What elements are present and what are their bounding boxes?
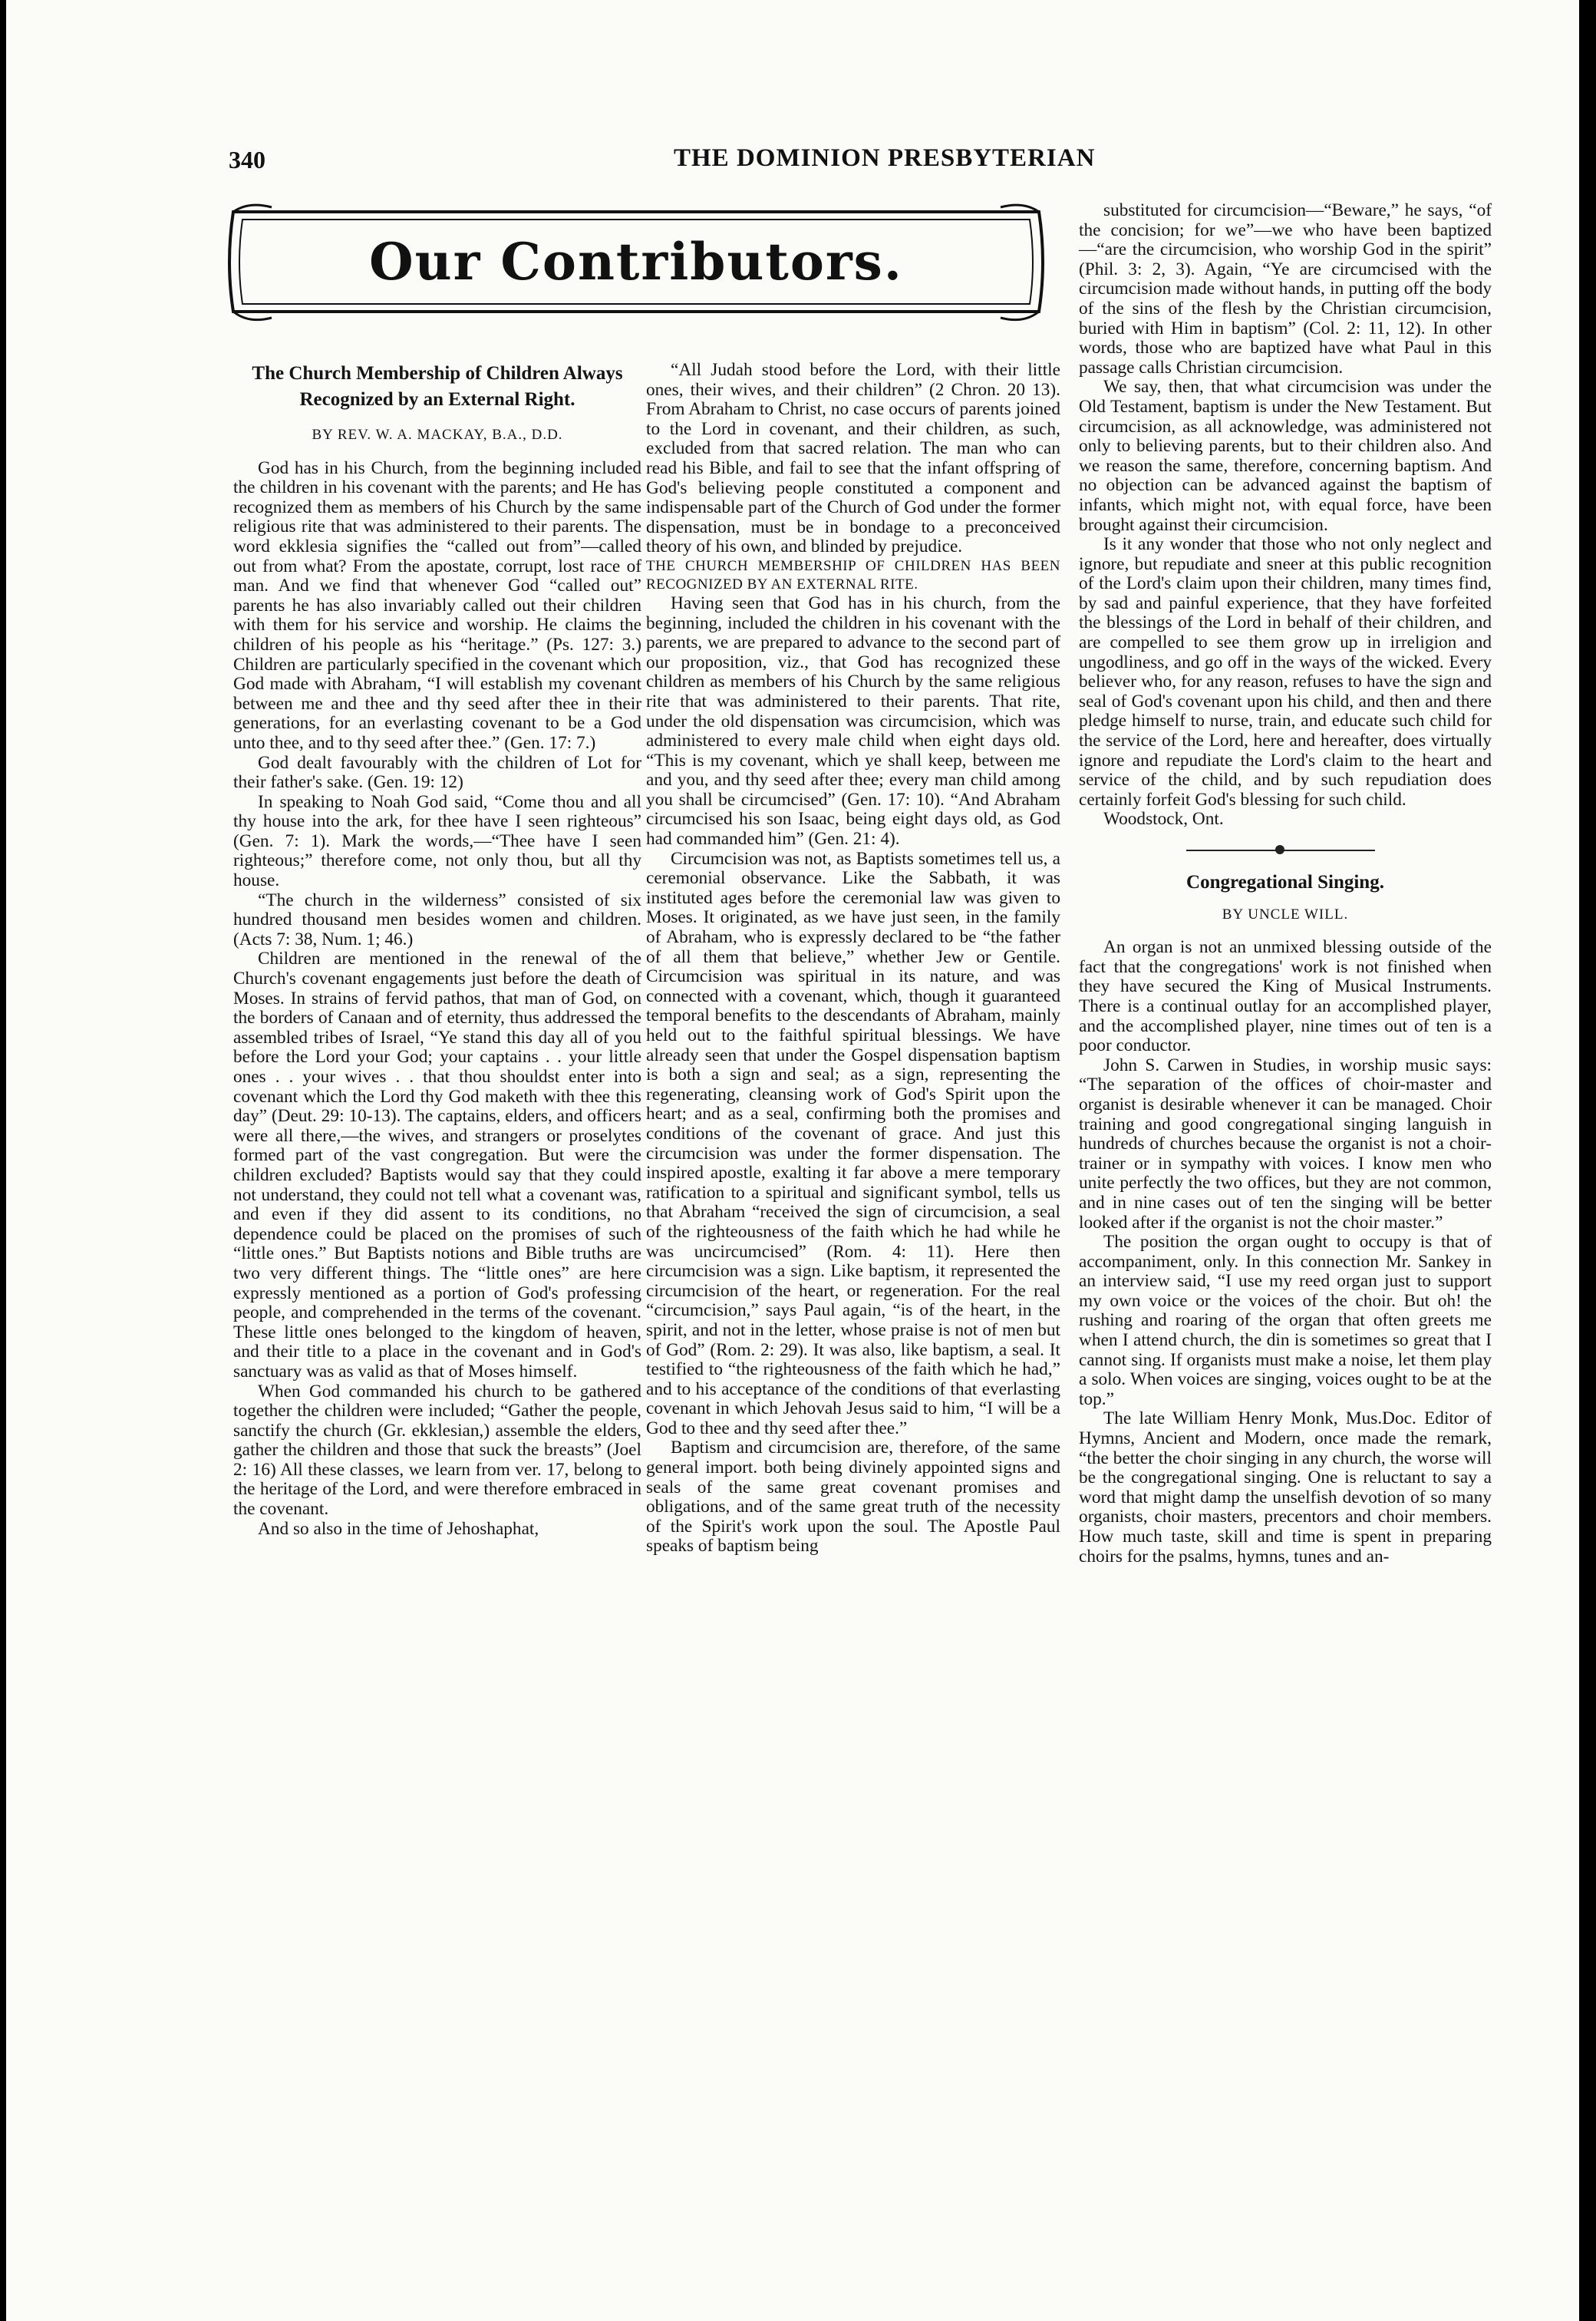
column-3 (1079, 201, 1492, 1567)
section-title: Our Contributors. (369, 232, 903, 292)
page-number: 340 (229, 146, 265, 173)
paragraph: Children are mentioned in the renewal of the Church's covenant engagements just before the death of Moses. In strains of fervid pathos, that man of God, on the borders of Canaan and of eternity, thus addressed the assembled tribes of Israel, “Ye stand this day all of you before the Lord your God; your captains . . your little ones . . your wives . . that thou shouldst enter into covenant which the Lord thy God maketh with thee this day” (Deut. 29: 10-13). The captains, elders, and officers were all there,—the wives, and strangers or proselytes formed part of the vast congregation. But were the children excluded? Baptists would say that they could not understand, they could not tell what a covenant was, and even if they did assent to its conditions, no dependence could be placed on the promises of such “little ones.” But Baptists notions and Bible truths are two very different things. The “little ones” are here expressly mentioned as a portion of God's professing people, and comprehended in the terms of the covenant. These little ones belonged to the kingdom of heaven, and their title to a place in the covenant and in God's sanctuary was as valid as that of Moses himself. (233, 949, 641, 1382)
article-byline: BY REV. W. A. MACKAY, B.A., D.D. (312, 427, 563, 443)
paragraph: God dealt favourably with the children of Lot for their father's sake. (Gen. 19: 12) (233, 752, 641, 793)
paragraph: God has in his Church, from the beginning included the children in his covenant with the parents; and He has recognized them as members of his Church by the same religious rite that was administered to their parents. The word ekklesia signifies the “called out from”—called out from what? From the apostate, corrupt, lost race of man. And we find that whenever God “called out” parents he has also invariably called out their children with them for his service and worship. He claims the children of his people as his “heritage.” (Ps. 127: 3.) Children are particularly specified in the covenant which God made with Abraham, “I will establish my covenant between me and thee and thy seed after thee in their generations, for an everlasting covenant to be a God unto thee, and to thy seed after thee.” (Gen. 17: 7.) (233, 457, 641, 753)
paragraph: Having seen that God has in his church, from the beginning, included the children in his covenant with the parents, we are prepared to advance to the second part of our proposition, viz., that God has recognized these children as members of his Church by the same religious rite that was administered to their parents. That rite, under the old dispensation was circumcision, which was administered to every male child when eight days old. “This is my covenant, which ye shall keep, between me and you, and thy seed after thee; every man child among you shall be circumcised” (Gen. 17: 10). “And Abraham circumcised his son Isaac, being eight days old, as God had commanded him” (Gen. 21: 4). (646, 593, 1060, 850)
article-place: Woodstock, Ont. (1103, 809, 1224, 830)
article-subhead: THE CHURCH MEMBERSHIP OF CHILDREN HAS BEEN RECOGNIZED BY AN EXTERNAL RITE. (646, 557, 1060, 593)
article-title: Congregational Singing. (1186, 872, 1384, 893)
paragraph: When God commanded his church to be gathered together the children were included; “Gather the people, sanctify the church (Gr. ekklesian,) assemble the elders, gather the children and those that suck the breasts” (Joel 2: 16) All these classes, we learn from ver. 17, belong to the heritage of the Lord, and were therefore embraced in the covenant. (233, 1381, 641, 1520)
paragraph: substituted for circumcision—“Beware,” he says, “of the concision; for we”—we who have been baptized—“are the circumcision, who worship God in the spirit” (Phil. 3: 2, 3). Again, “Ye are circumcised with the circumcision made without hands, in putting off the body of the sins of the flesh by the Christian circumcision, buried with Him in baptism” (Col. 2: 11, 12). In other words, those who are baptized have what Paul in this passage calls Christian circumcision. (1079, 200, 1492, 378)
article-byline: BY UNCLE WILL. (1222, 906, 1349, 923)
paragraph: The late William Henry Monk, Mus.Doc. Editor of Hymns, Ancient and Modern, once made the remark, “the better the choir singing in any church, the worse will be the congregational singing. One is reluctant to say a word that might damp the unselfish devotion of so many organists, choir masters, precentors and choir members. How much taste, skill and time is spent in preparing choirs for the psalms, hymns, tunes and an- (1079, 1408, 1492, 1567)
running-title: THE DOMINION PRESBYTERIAN (674, 144, 1096, 172)
paragraph: John S. Carwen in Studies, in worship music says: “The separation of the offices of choir-master and organist is desirable whenever it can be managed. Choir training and good congregational singing languish in hundreds of churches because the organist is not a choir-trainer or in sympathy with voices. I know men who unite perfectly the two offices, but they are not common, and in nine cases out of ten the singing will be better looked after if the organist is not the choir master.” (1079, 1055, 1492, 1233)
paragraph: Is it any wonder that those who not only neglect and ignore, but repudiate and sneer at this public recognition of the Lord's claim upon their children, many times find, by sad and painful experience, that they have forfeited the blessings of the Lord in behalf of their children, and are compelled to see them grow up in irreligion and ungodliness, and go off in the ways of the wicked. Every believer who, for any reason, refuses to have the sign and seal of God's covenant upon his child, and then and there pledge himself to nurse, train, and educate such child for the service of the Lord, here and hereafter, does virtually ignore and repudiate the Lord's claim to the heart and service of the child, and by such repudiation does certainly forfeit God's blessing for such child. (1079, 534, 1492, 810)
paragraph: An organ is not an unmixed blessing outside of the fact that the congregations' work is not finished when they have secured the King of Musical Instruments. There is a continual outlay for an accomplished player, and the accomplished player, nine times out of ten is a poor conductor. (1079, 937, 1492, 1056)
newspaper-page (6, 0, 1579, 2321)
paragraph: In speaking to Noah God said, “Come thou and all thy house into the ark, for thee have I seen righteous” (Gen. 7: 1). Mark the words,—“Thee have I seen righteous;” therefore come, not only thou, but all thy house. (233, 791, 641, 891)
paragraph: Baptism and circumcision are, therefore, of the same general import. both being divinely appointed signs and seals of the same great covenant promises and obligations, and of the same great truth of the necessity of the Spirit's work upon the soul. The Apostle Paul speaks of baptism being (646, 1438, 1060, 1557)
paragraph: Circumcision was not, as Baptists sometimes tell us, a ceremonial observance. Like the Sabbath, it was instituted ages before the ceremonial law was given to Moses. It originated, as we have just seen, in the family of Abraham, who is expressly declared to be “the father of all them that believe,” whether Jew or Gentile. Circumcision was spiritual in its nature, and was connected with a covenant, which, though it guaranteed temporal benefits to the descendants of Abraham, mainly held out to the faithful spiritual blessings. We have already seen that under the Gospel dispensation baptism is both a sign and seal; as a sign, representing the regenerating, cleansing work of God's Spirit upon the heart; and as a seal, confirming both the promises and conditions of the covenant of grace. And just this circumcision was under the former dispensation. The inspired apostle, exalting it far above a mere temporary ratification to a spiritual and significant symbol, tells us that Abraham “received the sign of circumcision, a seal of the righteousness of the faith which he had while he was uncircumcised” (Rom. 4: 11). Here then circumcision was a sign. Like baptism, it represented the circumcision of the heart, or regeneration. For the real “circumcision,” says Paul again, “is of the heart, in the spirit, and not in the letter, whose praise is not of men but of God” (Rom. 2: 29). It was also, like baptism, a seal. It testified to “the righteousness of the faith which he had,” and to his acceptance of the conditions of that everlasting covenant in which Jehovah Jesus said to him, “I will be a God to thee and thy seed after thee.” (646, 848, 1060, 1438)
section-banner (218, 196, 1054, 329)
paragraph: “All Judah stood before the Lord, with their little ones, their wives, and their children” (2 Chron. 20 13). From Abraham to Christ, no case occurs of parents joined to the Lord in covenant, and their children, as such, excluded from that sacred relation. The man who can read his Bible, and fail to see that the infant offspring of God's believing people constituted a component and indispensable part of the Church of God under the former dispensation, must be in bondage to a preconceived theory of his own, and blinded by prejudice. (646, 360, 1060, 557)
paragraph: “The church in the wilderness” consisted of six hundred thousand men besides women and children. (Acts 7: 38, Num. 1; 46.) (233, 890, 641, 949)
column-1 (233, 361, 641, 1539)
column-2 (646, 361, 1060, 1557)
paragraph: And so also in the time of Jehoshaphat, (258, 1518, 539, 1539)
paragraph: The position the organ ought to occupy is that of accompaniment, only. In this connection Mr. Sankey in an interview said, “I use my reed organ just to support my own voice or the voices of the choir. But oh! the rushing and roaring of the organ that often greets me when I attend church, the din is sometimes so great that I cannot sing. If organists must make a noise, let them play a solo. When voices are singing, voices ought to be at the top.” (1079, 1232, 1492, 1409)
divider-dot (1275, 845, 1284, 854)
article-divider (1079, 839, 1492, 862)
paragraph: We say, then, that what circumcision was under the Old Testament, baptism is under the New Testament. But circumcision, as all acknowledge, was administered not only to believing parents, but to their children also. And we reason the same, therefore, concerning baptism. And no objection can be advanced against the baptism of infants, which might not, with equal force, have been brought against their circumcision. (1079, 377, 1492, 535)
article-title: The Church Membership of Children Always Recognized by an External Right. (252, 363, 623, 410)
